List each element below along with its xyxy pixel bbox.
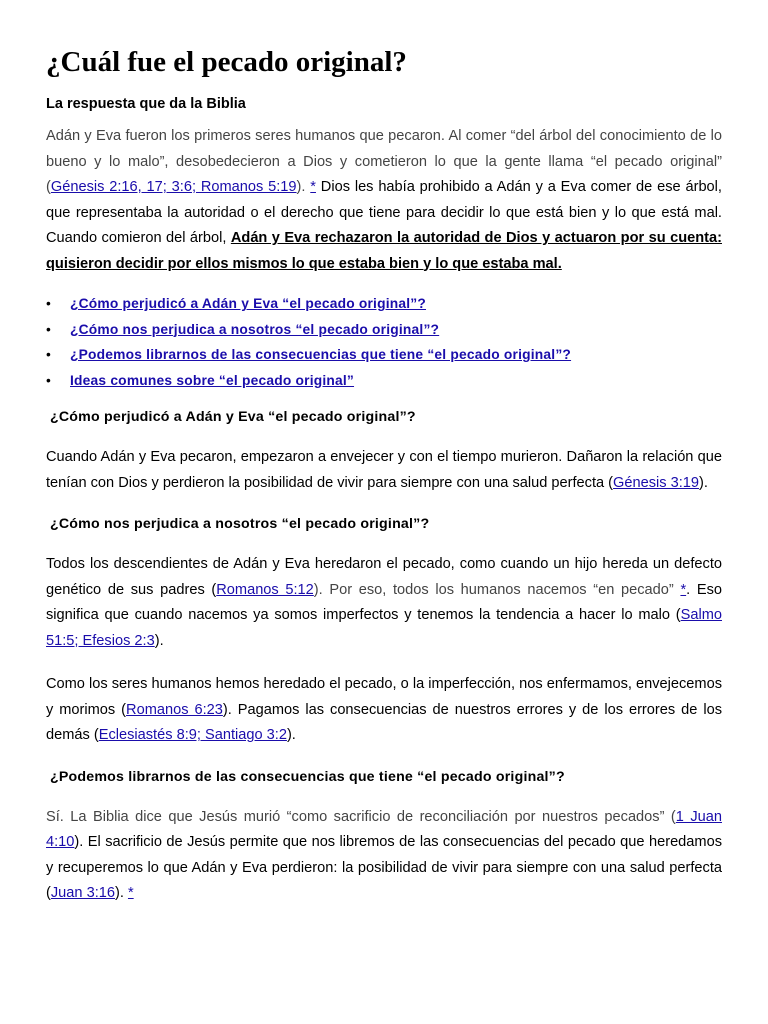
- ref-link-salmo-efesios[interactable]: Salmo 51:5; Efesios 2:3: [46, 607, 722, 649]
- ref-link-juan-3-16[interactable]: Juan 3:16: [50, 885, 115, 901]
- section-heading-2: ¿Cómo nos perjudica a nosotros “el pecado original”?: [50, 516, 430, 532]
- toc-link-4[interactable]: Ideas comunes sobre “el pecado original”: [70, 372, 355, 388]
- footnote-link[interactable]: *: [127, 885, 134, 901]
- page-title: ¿Cuál fue el pecado original?: [46, 46, 407, 78]
- toc-link-3[interactable]: ¿Podemos librarnos de las consecuencias que tiene “el pecado original”?: [70, 347, 572, 362]
- intro-emphasis: Adán y Eva rechazaron la autoridad de Dios y actuaron por su cuenta: quisieron decidir por ellos mismos lo que estaba bien y lo que estaba mal.: [46, 230, 722, 272]
- section-2-paragraph-2: Como los seres humanos hemos heredado el pecado, o la imperfección, nos enfermamos, envejecemos y morimos (Romanos 6:23). Pagamos las consecuencias de nuestros errores y de los errores de los demás (Eclesiastés 8:9; Santiago 3:2).: [46, 676, 723, 743]
- intro-paragraph: Adán y Eva fueron los primeros seres humanos que pecaron. Al comer “del árbol del conocimiento de lo bueno y lo malo”, desobedecieron a Dios y cometieron lo que la gente llama “el pecado original” (Génesis 2:16, 17; 3:6; Romanos 5:19). * Dios les había prohibido a Adán y a Eva comer de ese árbol, que representaba la autoridad o el derecho que tiene para decidir lo que está bien y lo que está mal. Cuando comieron del árbol, Adán y Eva rechazaron la autoridad de Dios y actuaron por su cuenta: quisieron decidir por ellos mismos lo que estaba bien y lo que estaba mal.: [46, 128, 722, 272]
- toc-list: [46, 291, 722, 393]
- page-subtitle: La respuesta que da la Biblia: [46, 96, 246, 112]
- section-2-paragraph-1: Todos los descendientes de Adán y Eva heredaron el pecado, como cuando un hijo hereda un defecto genético de sus padres (Romanos 5:12). Por eso, todos los humanos nacemos “en pecado” *. Eso significa que cuando nacemos ya somos imperfectos y tenemos la tendencia a hacer lo malo (Salmo 51:5; Efesios 2:3).: [46, 556, 722, 649]
- section-heading-3: ¿Podemos librarnos de las consecuencias que tiene “el pecado original”?: [50, 768, 565, 785]
- toc-link-1[interactable]: ¿Cómo perjudicó a Adán y Eva “el pecado original”?: [70, 296, 427, 311]
- footnote-link[interactable]: *: [310, 179, 316, 195]
- section-1-paragraph: Cuando Adán y Eva pecaron, empezaron a envejecer y con el tiempo murieron. Dañaron la relación que tenían con Dios y perdieron la posibilidad de vivir para siempre con una salud perfecta (Génesis 3:19).: [46, 449, 722, 491]
- toc-item: • Ideas comunes sobre “el pecado original”: [46, 372, 355, 388]
- section-3-paragraph: Sí. La Biblia dice que Jesús murió “como sacrificio de reconciliación por nuestros pecados” (1 Juan 4:10). El sacrificio de Jesús permite que nos libremos de las consecuencias del pecado que heredamos y recuperemos lo que Adán y Eva perdieron: la posibilidad de vivir para siempre con una salud perfecta (Juan 3:16). *: [46, 808, 722, 901]
- footnote-link[interactable]: *: [680, 581, 687, 598]
- ref-link-genesis-romanos[interactable]: Génesis 2:16, 17; 3:6; Romanos 5:19: [50, 179, 297, 195]
- ref-link-genesis-3-19[interactable]: Génesis 3:19: [613, 474, 700, 491]
- ref-link-romanos-5-12[interactable]: Romanos 5:12: [216, 581, 314, 598]
- ref-link-romanos-6-23[interactable]: Romanos 6:23: [126, 701, 223, 718]
- toc-link-2[interactable]: ¿Cómo nos perjudica a nosotros “el pecado original”?: [70, 321, 440, 337]
- toc-item: • ¿Podemos librarnos de las consecuencias que tiene “el pecado original”?: [46, 347, 572, 362]
- section-heading-1: ¿Cómo perjudicó a Adán y Eva “el pecado original”?: [50, 409, 416, 425]
- toc-item: • ¿Cómo nos perjudica a nosotros “el pecado original”?: [46, 321, 440, 337]
- ref-link-1-juan-4-10[interactable]: 1 Juan 4:10: [46, 808, 722, 850]
- toc-item: • ¿Cómo perjudicó a Adán y Eva “el pecado original”?: [46, 296, 427, 311]
- ref-link-eclesiastes-santiago[interactable]: Eclesiastés 8:9; Santiago 3:2: [98, 727, 287, 743]
